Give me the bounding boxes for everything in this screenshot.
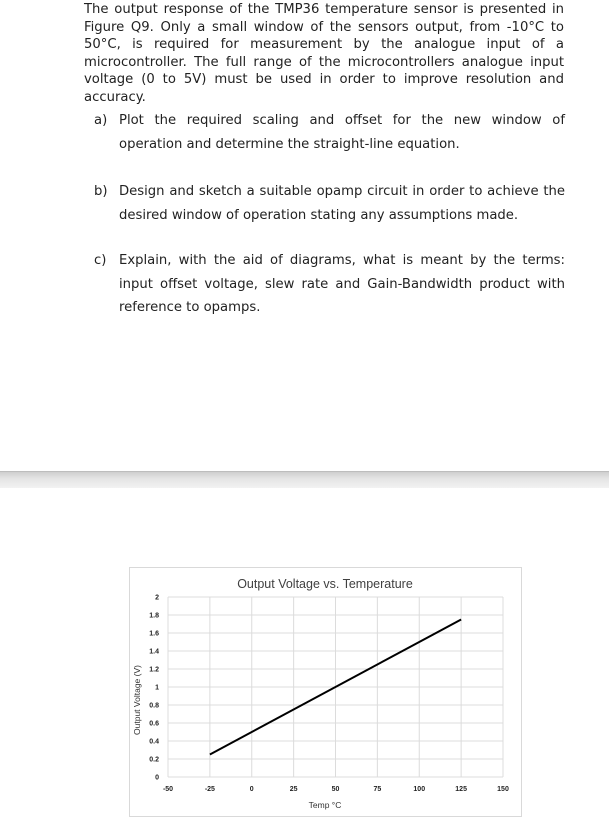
x-tick-label: 75	[373, 786, 382, 793]
question-b-label: b)	[94, 184, 108, 199]
chart-title: Output Voltage vs. Temperature	[237, 577, 413, 591]
y-tick-label: 1.6	[149, 630, 159, 638]
chart-figure-q9	[129, 567, 522, 817]
intro-paragraph: The output response of the TMP36 temperature sensor is presented in Figure Q9. Only a small window of the sensors output, from -10°C to 50°C, is required for measurement by the analogue input of a microcontroller. The full range of the microcontrollers analogue input voltage (0 to 5V) must be used in order to improve resolution and accuracy.	[84, 2, 564, 105]
x-tick-label: -50	[162, 786, 174, 793]
question-a-text: Plot the required scaling and offset for the new window of operation and determine the straight-line equation.	[119, 113, 565, 152]
y-tick-label: 1.4	[149, 648, 159, 656]
y-tick-label: 0.8	[149, 702, 159, 710]
question-c-label: c)	[94, 253, 107, 268]
y-tick-label: 0	[155, 774, 159, 782]
x-tick-label: 25	[289, 786, 298, 793]
x-tick-label: -25	[204, 786, 215, 793]
x-tick-label: 150	[497, 786, 509, 793]
y-tick-label: 1	[155, 684, 159, 692]
y-tick-label: 0.4	[149, 738, 159, 746]
y-axis-label: Output Voltage (V)	[132, 665, 142, 735]
x-tick-label: 100	[413, 786, 426, 793]
x-tick-label: 0	[249, 786, 254, 793]
y-tick-label: 0.2	[149, 756, 159, 764]
question-b	[94, 180, 565, 227]
question-a-label: a)	[94, 113, 108, 128]
y-tick-label: 0.6	[149, 720, 159, 728]
y-tick-label: 1.8	[149, 612, 159, 620]
question-c	[94, 249, 565, 320]
question-c-text: Explain, with the aid of diagrams, what is meant by the terms: input offset voltage, slew rate and Gain-Bandwidth product with reference to opamps.	[119, 253, 565, 315]
y-tick-label: 2	[155, 594, 159, 602]
page-divider	[0, 471, 609, 488]
x-tick-label: 50	[331, 786, 340, 793]
chart-svg	[130, 568, 521, 816]
x-axis-label: Temp °C	[308, 800, 342, 810]
x-tick-label: 125	[455, 786, 467, 793]
question-b-text: Design and sketch a suitable opamp circuit in order to achieve the desired window of operation stating any assumptions made.	[119, 184, 565, 223]
question-a	[94, 109, 565, 156]
y-tick-label: 1.2	[149, 666, 159, 674]
